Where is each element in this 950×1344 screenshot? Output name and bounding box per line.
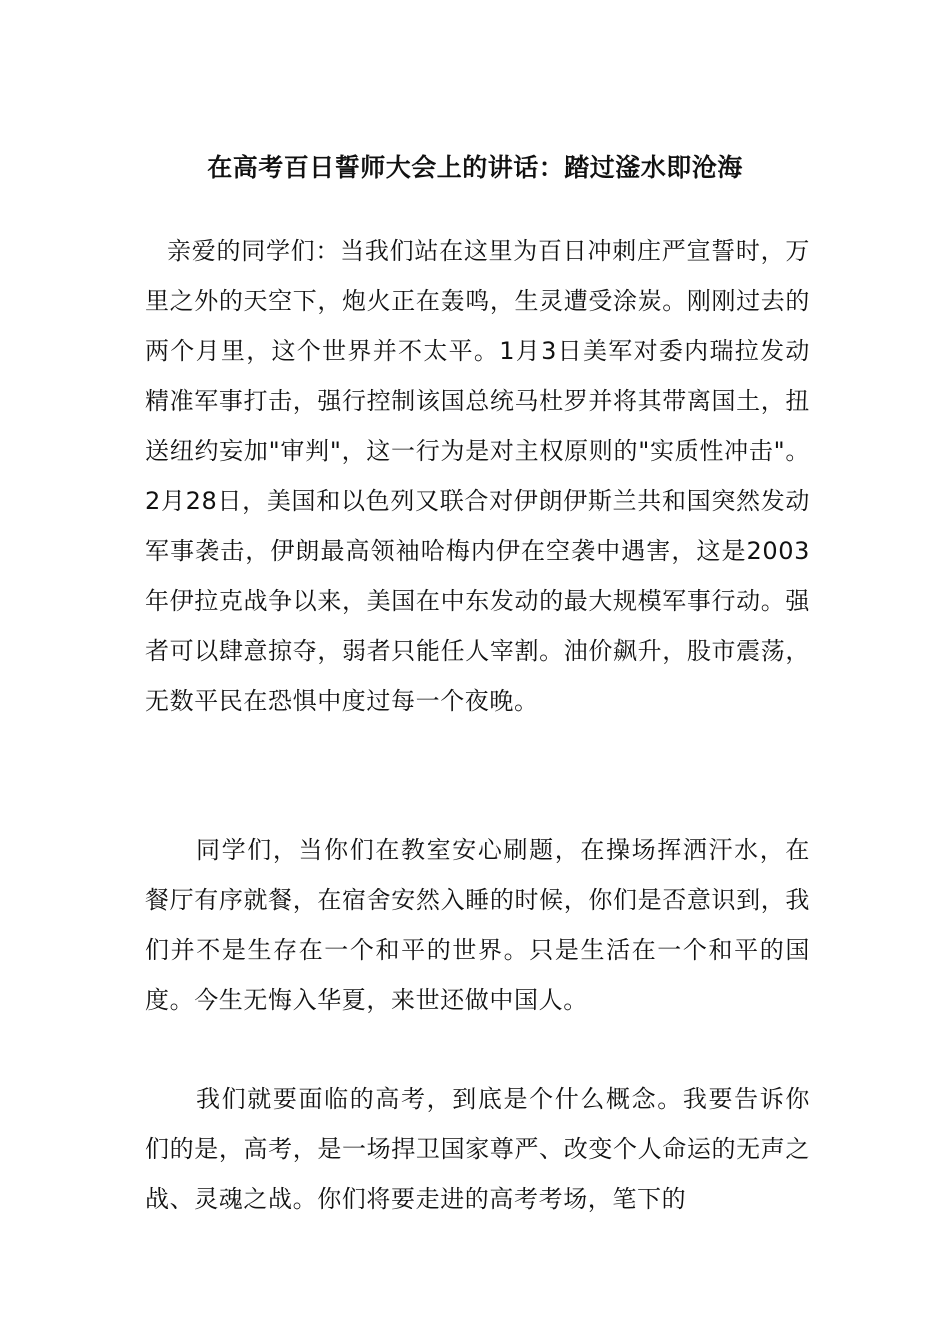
paragraph-2: 同学们，当你们在教室安心刷题，在操场挥洒汗水，在餐厅有序就餐，在宿舍安然入睡的时候，你们是否意识到，我们并不是生存在一个和平的世界。只是生活在一个和平的国度。今生无悔入华夏，来世还做中国人。: [145, 836, 810, 1014]
paragraph-3: 我们就要面临的高考，到底是个什么概念。我要告诉你们的是，高考，是一场捍卫国家尊严、改变个人命运的无声之战、灵魂之战。你们将要走进的高考考场，笔下的: [145, 1085, 810, 1213]
document-title: 在高考百日誓师大会上的讲话：踏过滏水即沧海: [207, 152, 743, 182]
paragraph-1: 亲爱的同学们：当我们站在这里为百日冲刺庄严宣誓时，万里之外的天空下，炮火正在轰鸣，生灵遭受涂炭。刚刚过去的两个月里，这个世界并不太平。1月3日美军对委内瑞拉发动精准军事打击，强行控制该国总统马杜罗并将其带离国土，扭送纽约妄加"审判"，这一行为是对主权原则的"实质性冲击"。2月28日，美国和以色列又联合对伊朗伊斯兰共和国突然发动军事袭击，伊朗最高领袖哈梅内伊在空袭中遇害，这是2003年伊拉克战争以来，美国在中东发动的最大规模军事行动。强者可以肆意掠夺，弱者只能任人宰割。油价飙升，股市震荡，无数平民在恐惧中度过每一个夜晚。: [145, 237, 810, 715]
